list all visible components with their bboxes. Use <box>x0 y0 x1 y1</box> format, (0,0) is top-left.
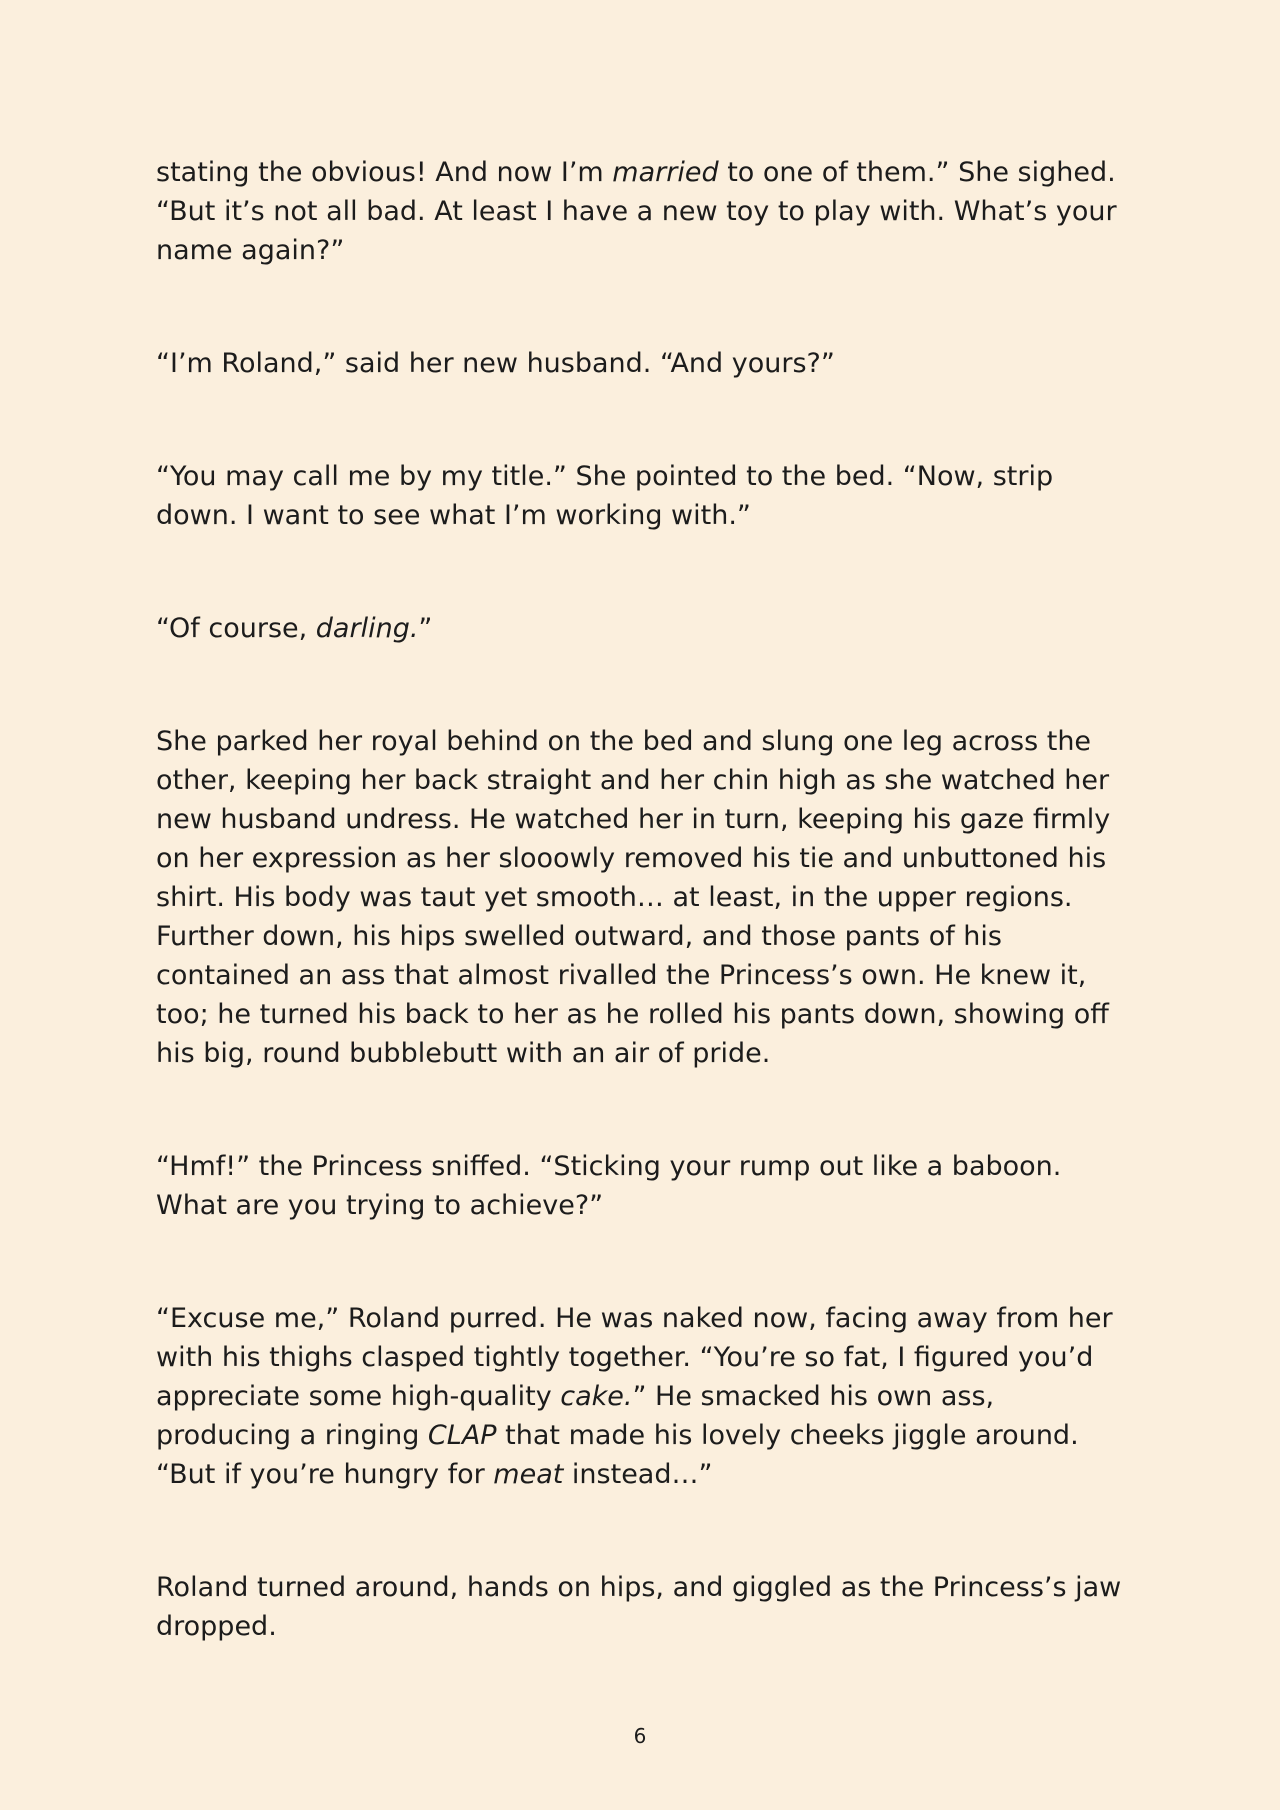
text-segment: instead…” <box>563 1459 713 1490</box>
italic-segment: cake. <box>560 1381 633 1412</box>
document-body <box>156 153 1136 1646</box>
paragraph-4 <box>156 609 1136 648</box>
text-segment: Roland turned around, hands on hips, and giggled as the Princess’s jaw dropped. <box>156 1572 1122 1642</box>
italic-segment: meat <box>493 1459 564 1490</box>
text-segment: “Excuse me,” Roland purred. He was naked now, facing away from her with his thighs clasped tightly together. “You’re so fat, I figured you’d appreciate some high-quality <box>156 1303 1113 1412</box>
italic-segment: darling. <box>315 613 419 644</box>
text-segment: “You may call me by my title.” She pointed to the bed. “Now, strip down. I want to see what I’m working with.” <box>156 461 1054 531</box>
text-segment: to one of them.” She sighed. “But it’s not all bad. At least I have a new toy to play with. What’s your name again?” <box>156 157 1117 266</box>
paragraph-2 <box>156 344 1136 383</box>
text-segment: “Of course, <box>156 613 316 644</box>
text-segment: stating the obvious! And now I’m <box>156 157 613 188</box>
paragraph-8 <box>156 1568 1136 1646</box>
text-segment: ” He smacked his own ass, producing a ringing <box>156 1381 995 1451</box>
text-segment: She parked her royal behind on the bed and slung one leg across the other, keeping her back straight and her chin high as she watched her new husband undress. He watched her in turn, keeping his gaze firmly on her expression as her slooowly removed his tie and unbuttoned his shirt. His body was taut yet smooth… at least, in the upper regions. Further down, his hips swelled outward, and those pants of his contained an ass that almost rivalled the Princess’s own. He knew it, too; he turned his back to her as he rolled his pants down, showing off his big, round bubblebutt with an air of pride. <box>156 726 1111 1069</box>
paragraph-3 <box>156 457 1136 535</box>
italic-segment: CLAP <box>427 1420 497 1451</box>
paragraph-5 <box>156 722 1136 1073</box>
text-segment: that made his lovely cheeks jiggle around. “But if you’re hungry for <box>156 1420 1079 1490</box>
text-segment: “Hmf!” the Princess sniffed. “Sticking your rump out like a baboon. What are you trying to achieve?” <box>156 1151 1062 1221</box>
paragraph-7 <box>156 1299 1136 1494</box>
italic-segment: married <box>612 157 719 188</box>
text-segment: “I’m Roland,” said her new husband. “And yours?” <box>156 348 835 379</box>
text-segment: ” <box>418 613 433 644</box>
page-number: 6 <box>633 1724 647 1748</box>
paragraph-6 <box>156 1147 1136 1225</box>
paragraph-1 <box>156 153 1136 270</box>
